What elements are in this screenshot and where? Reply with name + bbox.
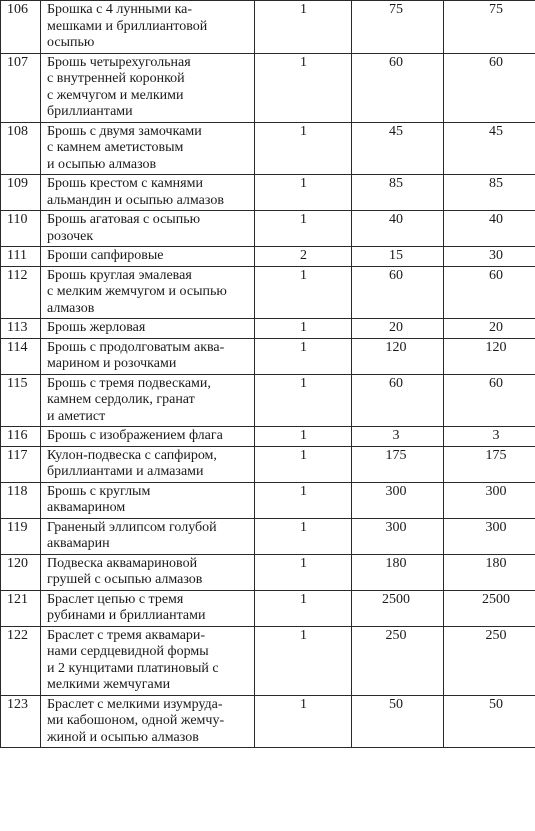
item-unit-price: 180	[352, 554, 444, 590]
item-unit-price: 2500	[352, 590, 444, 626]
item-number: 113	[1, 319, 41, 339]
table-row	[1, 518, 535, 554]
item-unit-price: 300	[352, 482, 444, 518]
item-number: 123	[1, 695, 41, 748]
item-quantity: 1	[255, 319, 352, 339]
item-unit-price: 45	[352, 122, 444, 175]
item-total-price: 175	[444, 446, 535, 482]
item-unit-price: 3	[352, 427, 444, 447]
item-total-price: 50	[444, 695, 535, 748]
item-number: 109	[1, 175, 41, 211]
item-quantity: 2	[255, 247, 352, 267]
inventory-table-body	[1, 1, 535, 748]
item-total-price: 45	[444, 122, 535, 175]
item-quantity: 1	[255, 338, 352, 374]
item-quantity: 1	[255, 695, 352, 748]
item-total-price: 60	[444, 53, 535, 122]
table-row	[1, 482, 535, 518]
item-quantity: 1	[255, 175, 352, 211]
item-total-price: 60	[444, 374, 535, 427]
item-description: Брошь крестом с камнями альмандин и осыпью алмазов	[41, 175, 255, 211]
table-row	[1, 122, 535, 175]
item-total-price: 180	[444, 554, 535, 590]
table-row	[1, 554, 535, 590]
item-description: Брошь агатовая с осыпью розочек	[41, 211, 255, 247]
table-row	[1, 211, 535, 247]
item-quantity: 1	[255, 590, 352, 626]
table-row	[1, 626, 535, 695]
item-unit-price: 300	[352, 518, 444, 554]
table-row	[1, 338, 535, 374]
item-unit-price: 40	[352, 211, 444, 247]
item-description: Брошь круглая эмалевая с мелким жемчугом и осыпью алмазов	[41, 266, 255, 319]
item-total-price: 60	[444, 266, 535, 319]
item-quantity: 1	[255, 446, 352, 482]
item-quantity: 1	[255, 482, 352, 518]
table-row	[1, 175, 535, 211]
item-total-price: 2500	[444, 590, 535, 626]
item-total-price: 85	[444, 175, 535, 211]
item-unit-price: 250	[352, 626, 444, 695]
item-number: 106	[1, 1, 41, 54]
table-row	[1, 446, 535, 482]
item-number: 117	[1, 446, 41, 482]
item-total-price: 30	[444, 247, 535, 267]
table-row	[1, 319, 535, 339]
item-unit-price: 120	[352, 338, 444, 374]
item-total-price: 3	[444, 427, 535, 447]
item-unit-price: 60	[352, 53, 444, 122]
item-number: 110	[1, 211, 41, 247]
item-unit-price: 85	[352, 175, 444, 211]
item-unit-price: 20	[352, 319, 444, 339]
item-number: 115	[1, 374, 41, 427]
table-row	[1, 374, 535, 427]
item-description: Брошка с 4 лунными ка- мешками и бриллиантовой осыпью	[41, 1, 255, 54]
item-quantity: 1	[255, 374, 352, 427]
table-row	[1, 53, 535, 122]
item-description: Брошь с двумя замочками с камнем аметистовым и осыпью алмазов	[41, 122, 255, 175]
item-number: 116	[1, 427, 41, 447]
item-unit-price: 75	[352, 1, 444, 54]
item-description: Кулон-подвеска с сапфиром, бриллиантами и алмазами	[41, 446, 255, 482]
item-total-price: 20	[444, 319, 535, 339]
item-quantity: 1	[255, 626, 352, 695]
item-number: 111	[1, 247, 41, 267]
item-number: 121	[1, 590, 41, 626]
table-row	[1, 427, 535, 447]
table-row	[1, 247, 535, 267]
item-number: 120	[1, 554, 41, 590]
item-unit-price: 175	[352, 446, 444, 482]
item-description: Граненый эллипсом голубой аквамарин	[41, 518, 255, 554]
item-quantity: 1	[255, 1, 352, 54]
item-description: Брошь с тремя подвесками, камнем сердолик, гранат и аметист	[41, 374, 255, 427]
item-total-price: 40	[444, 211, 535, 247]
item-total-price: 75	[444, 1, 535, 54]
item-unit-price: 60	[352, 374, 444, 427]
item-number: 122	[1, 626, 41, 695]
item-description: Брошь четырехугольная с внутренней коронкой с жемчугом и мелкими бриллиантами	[41, 53, 255, 122]
item-description: Брошь жерловая	[41, 319, 255, 339]
item-number: 112	[1, 266, 41, 319]
table-row	[1, 1, 535, 54]
item-quantity: 1	[255, 427, 352, 447]
item-unit-price: 50	[352, 695, 444, 748]
item-total-price: 300	[444, 482, 535, 518]
item-total-price: 120	[444, 338, 535, 374]
item-description: Браслет цепью с тремя рубинами и бриллиантами	[41, 590, 255, 626]
item-quantity: 1	[255, 122, 352, 175]
item-description: Браслет с тремя аквамари- нами сердцевидной формы и 2 кунцитами платиновый с мелкими жемчугами	[41, 626, 255, 695]
item-total-price: 300	[444, 518, 535, 554]
table-row	[1, 590, 535, 626]
item-quantity: 1	[255, 554, 352, 590]
item-quantity: 1	[255, 211, 352, 247]
item-description: Брошь с изображением флага	[41, 427, 255, 447]
item-description: Брошь с продолговатым аква- марином и розочками	[41, 338, 255, 374]
item-total-price: 250	[444, 626, 535, 695]
item-number: 107	[1, 53, 41, 122]
item-description: Брошь с круглым аквамарином	[41, 482, 255, 518]
table-row	[1, 266, 535, 319]
item-unit-price: 15	[352, 247, 444, 267]
item-description: Подвеска аквамариновой грушей с осыпью алмазов	[41, 554, 255, 590]
item-description: Браслет с мелкими изумруда- ми кабошоном, одной жемчу- жиной и осыпью алмазов	[41, 695, 255, 748]
item-number: 119	[1, 518, 41, 554]
item-number: 114	[1, 338, 41, 374]
item-quantity: 1	[255, 53, 352, 122]
item-description: Броши сапфировые	[41, 247, 255, 267]
item-number: 108	[1, 122, 41, 175]
item-quantity: 1	[255, 266, 352, 319]
item-quantity: 1	[255, 518, 352, 554]
item-number: 118	[1, 482, 41, 518]
item-unit-price: 60	[352, 266, 444, 319]
table-row	[1, 695, 535, 748]
